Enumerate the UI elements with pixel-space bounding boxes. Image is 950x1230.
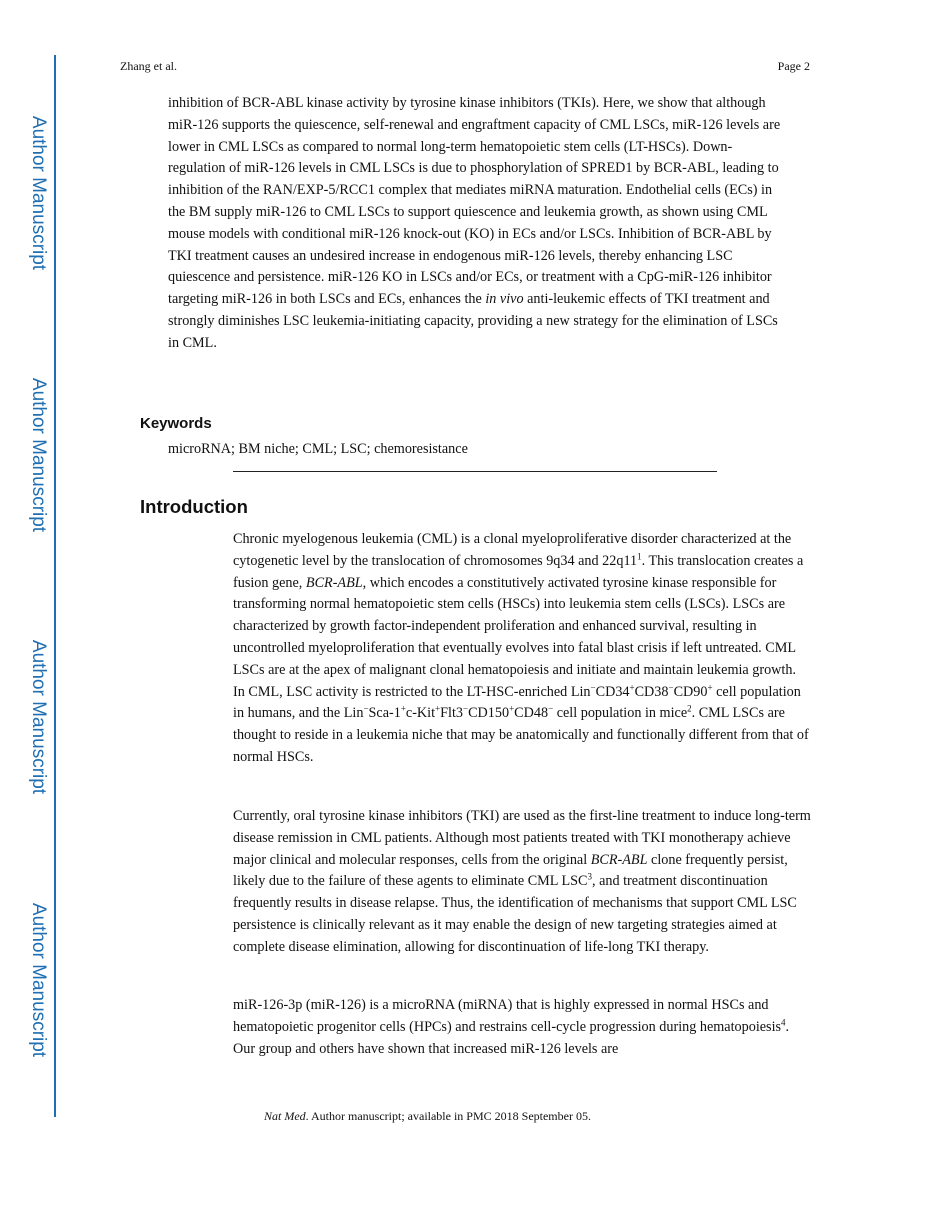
sidebar-label: Author Manuscript [28, 639, 49, 795]
keywords-list: microRNA; BM niche; CML; LSC; chemoresistance [168, 441, 468, 457]
running-header-authors: Zhang et al. [120, 59, 177, 73]
citation: 1 [637, 551, 642, 562]
introduction-heading: Introduction [140, 496, 248, 517]
citation: 4 [781, 1017, 786, 1028]
page-number: Page 2 [777, 59, 810, 73]
citation: 3 [587, 871, 592, 882]
intro-paragraph-1: Chronic myelogenous leukemia (CML) is a clonal myeloproliferative disorder characterized at the cytogenetic level by the translocation of chromosomes 9q34 and $22q11^1$. This translocation creates a fusion gene, BCR-ABL, which encodes a constitutively activated tyrosine kinase responsible for transforming normal hematopoietic stem cells (HSCs) into leukemia stem cells (LSCs). LSCs are characterized by growth factor-independent proliferation and enhanced survival, resulting in uncontrolled myeloproliferation that eventually evolves into fatal blast crisis if left untreated. CML LSCs are at the apex of malignant clonal hematopoiesis and initiate and maintain leukemia growth. In CML, LSC activity is restricted to the LT-HSC-enriched Lin−CD34+CD38−CD90+ cell population in humans, and the Lin−Sca-1+c-Kit+Flt3−CD150+CD48− cell population in mice$^2$. CML LSCs are thought to reside in a leukemia niche that may be anatomically and functionally different from that of normal HSCs. [233, 531, 809, 765]
citation: 2 [687, 703, 692, 714]
intro-paragraph-2: Currently, oral tyrosine kinase inhibitors (TKI) are used as the first-line treatment to induce long-term disease remission in CML patients. Although most patients treated with TKI monotherapy achieve major clinical and molecular responses, cells from the original BCR-ABL clone frequently persist, likely due to the failure of these agents to eliminate CML LSC$^3$, and treatment discontinuation frequently results in disease relapse. Thus, the identification of mechanisms that support CML LSC persistence is clinically relevant as it may enable the design of new targeting strategies aimed at complete disease elimination, allowing for discontinuation of life-long TKI therapy. [233, 808, 811, 955]
sidebar-label: Author Manuscript [28, 377, 49, 533]
abstract-text: inhibition of BCR-ABL kinase activity by tyrosine kinase inhibitors (TKIs). Here, we show that although miR-126 supports the quiescence, self-renewal and engraftment capacity of CML LSCs, miR-126 levels are lower in CML LSCs as compared to normal long-term hematopoietic stem cells (LT-HSCs). Down-regulation of miR-126 levels in CML LSCs is due to phosphorylation of SPRED1 by BCR-ABL, leading to inhibition of the RAN/EXP-5/RCC1 complex that mediates miRNA maturation. Endothelial cells (ECs) in the BM supply miR-126 to CML LSCs to support quiescence and leukemia growth, as shown using CML mouse models with conditional miR-126 knock-out (KO) in ECs and/or LSCs. Inhibition of BCR-ABL by TKI treatment causes an undesired increase in endogenous miR-126 levels, thereby enhancing LSC quiescence and persistence. miR-126 KO in LSCs and/or ECs, or treatment with a CpG-miR-126 inhibitor targeting miR-126 in both LSCs and ECs, enhances the in vivo anti-leukemic effects of TKI treatment and strongly diminishes LSC leukemia-initiating capacity, providing a new strategy for the elimination of LSCs in CML. [168, 95, 781, 351]
page-footer: Nat Med. Author manuscript; available in PMC 2018 September 05. [264, 1109, 591, 1123]
intro-paragraph-3: miR-126-3p (miR-126) is a microRNA (miRNA) that is highly expressed in normal HSCs and hematopoietic progenitor cells (HPCs) and restrains cell-cycle progression during hematopoiesis$^4$. Our group and others have shown that increased miR-126 levels are [233, 997, 790, 1057]
sidebar-label: Author Manuscript [28, 902, 49, 1058]
section-divider [233, 471, 717, 472]
sidebar-label: Author Manuscript [28, 115, 49, 271]
keywords-heading: Keywords [140, 415, 212, 432]
